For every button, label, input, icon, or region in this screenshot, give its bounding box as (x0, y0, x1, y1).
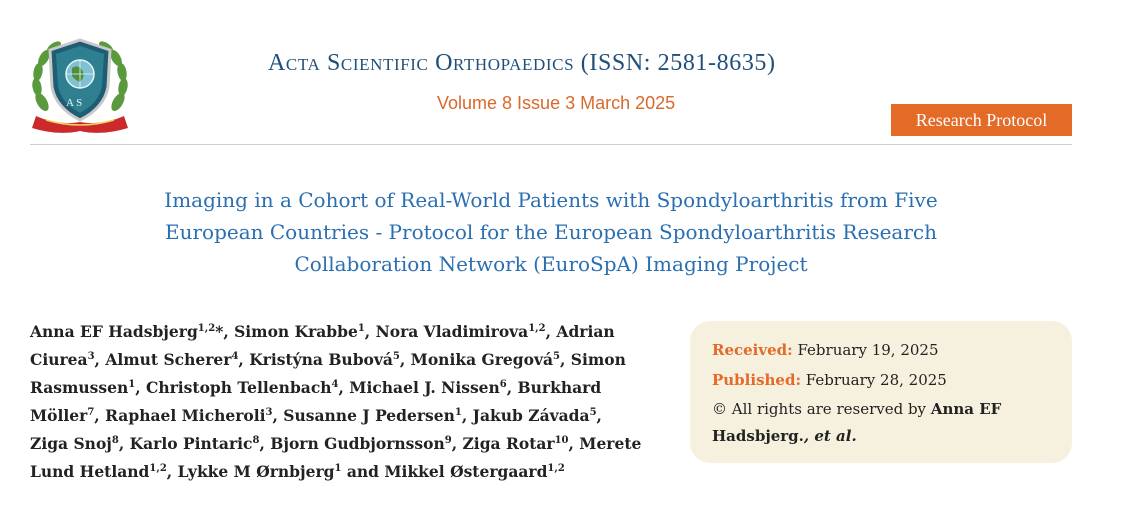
rights-holder-surname: Hadsbjerg. (712, 427, 804, 445)
article-title-line: European Countries - Protocol for the European Spondyloarthritis Research (165, 220, 937, 244)
rights-row-2 (712, 427, 857, 445)
journal-title: Acta Scientific Orthopaedics (ISSN: 2581-8635) (268, 50, 776, 76)
affiliation-marker: 6 (499, 378, 507, 390)
received-row (712, 341, 939, 359)
affiliation-marker: 8 (111, 434, 119, 446)
issue-info: Volume 8 Issue 3 March 2025 (437, 93, 676, 113)
affiliation-marker: 1,2 (547, 462, 565, 474)
rights-holder: Anna EF (930, 400, 1002, 418)
author-line: Anna EF Hadsbjerg$^{1,2}$*, Simon Krabbe$^1$, Nora Vladimirova$^{1,2}$, Adrian (30, 322, 615, 341)
affiliation-marker: 7 (87, 406, 95, 418)
published-label: Published: (712, 371, 801, 389)
affiliation-marker: 1 (357, 322, 365, 334)
affiliation-marker: 5 (589, 406, 597, 418)
author-list (30, 318, 670, 486)
published-date: February 28, 2025 (805, 371, 947, 389)
article-title (150, 184, 952, 280)
author-line: Rasmussen$^1$, Christoph Tellenbach$^4$, Michael J. Nissen$^6$, Burkhard (30, 378, 602, 397)
affiliation-marker: 8 (252, 434, 260, 446)
logo-letters: A S (66, 97, 83, 109)
affiliation-marker: 1,2 (528, 322, 546, 334)
author-line: Möller$^7$, Raphael Micheroli$^3$, Susanne J Pedersen$^1$, Jakub Závada$^5$, (30, 406, 602, 425)
header-divider (30, 144, 1072, 145)
affiliation-marker: 4 (331, 378, 339, 390)
affiliation-marker: 4 (231, 350, 239, 362)
rights-row-1 (712, 400, 1001, 418)
affiliation-marker: 9 (444, 434, 452, 446)
affiliation-marker: 1 (128, 378, 136, 390)
affiliation-marker: 1 (334, 462, 342, 474)
affiliation-marker: 5 (392, 350, 400, 362)
received-date: February 19, 2025 (797, 341, 939, 359)
journal-logo (28, 32, 132, 136)
affiliation-marker: 5 (553, 350, 560, 362)
author-line: Ziga Snoj$^8$, Karlo Pintaric$^8$, Bjorn Gudbjornsson$^9$, Ziga Rotar$^{10}$, Merete (30, 434, 642, 453)
received-label: Received: (712, 341, 793, 359)
published-row (712, 371, 947, 389)
affiliation-marker: 1,2 (197, 322, 216, 334)
affiliation-marker: 3 (265, 406, 273, 418)
rights-et-al: , et al. (803, 427, 857, 445)
author-line: Ciurea$^3$, Almut Scherer$^4$, Kristýna Bubová$^5$, Monika Gregová$^5$, Simon (30, 350, 626, 369)
article-title-line: Collaboration Network (EuroSpA) Imaging Project (294, 252, 808, 276)
affiliation-marker: 10 (554, 434, 569, 446)
rights-prefix: © All rights are reserved by (712, 400, 927, 418)
publication-info-box (690, 321, 1072, 463)
affiliation-marker: 1 (454, 406, 462, 418)
article-type-badge: Research Protocol (891, 104, 1072, 136)
affiliation-marker: 3 (87, 350, 95, 362)
author-line: Lund Hetland$^{1,2}$, Lykke M Ørnbjerg$^1$ and Mikkel Østergaard$^{1,2}$ (30, 462, 565, 481)
affiliation-marker: 1,2 (149, 462, 167, 474)
article-title-line: Imaging in a Cohort of Real-World Patients with Spondyloarthritis from Five (164, 188, 938, 212)
laurel-shield-icon (28, 32, 132, 136)
